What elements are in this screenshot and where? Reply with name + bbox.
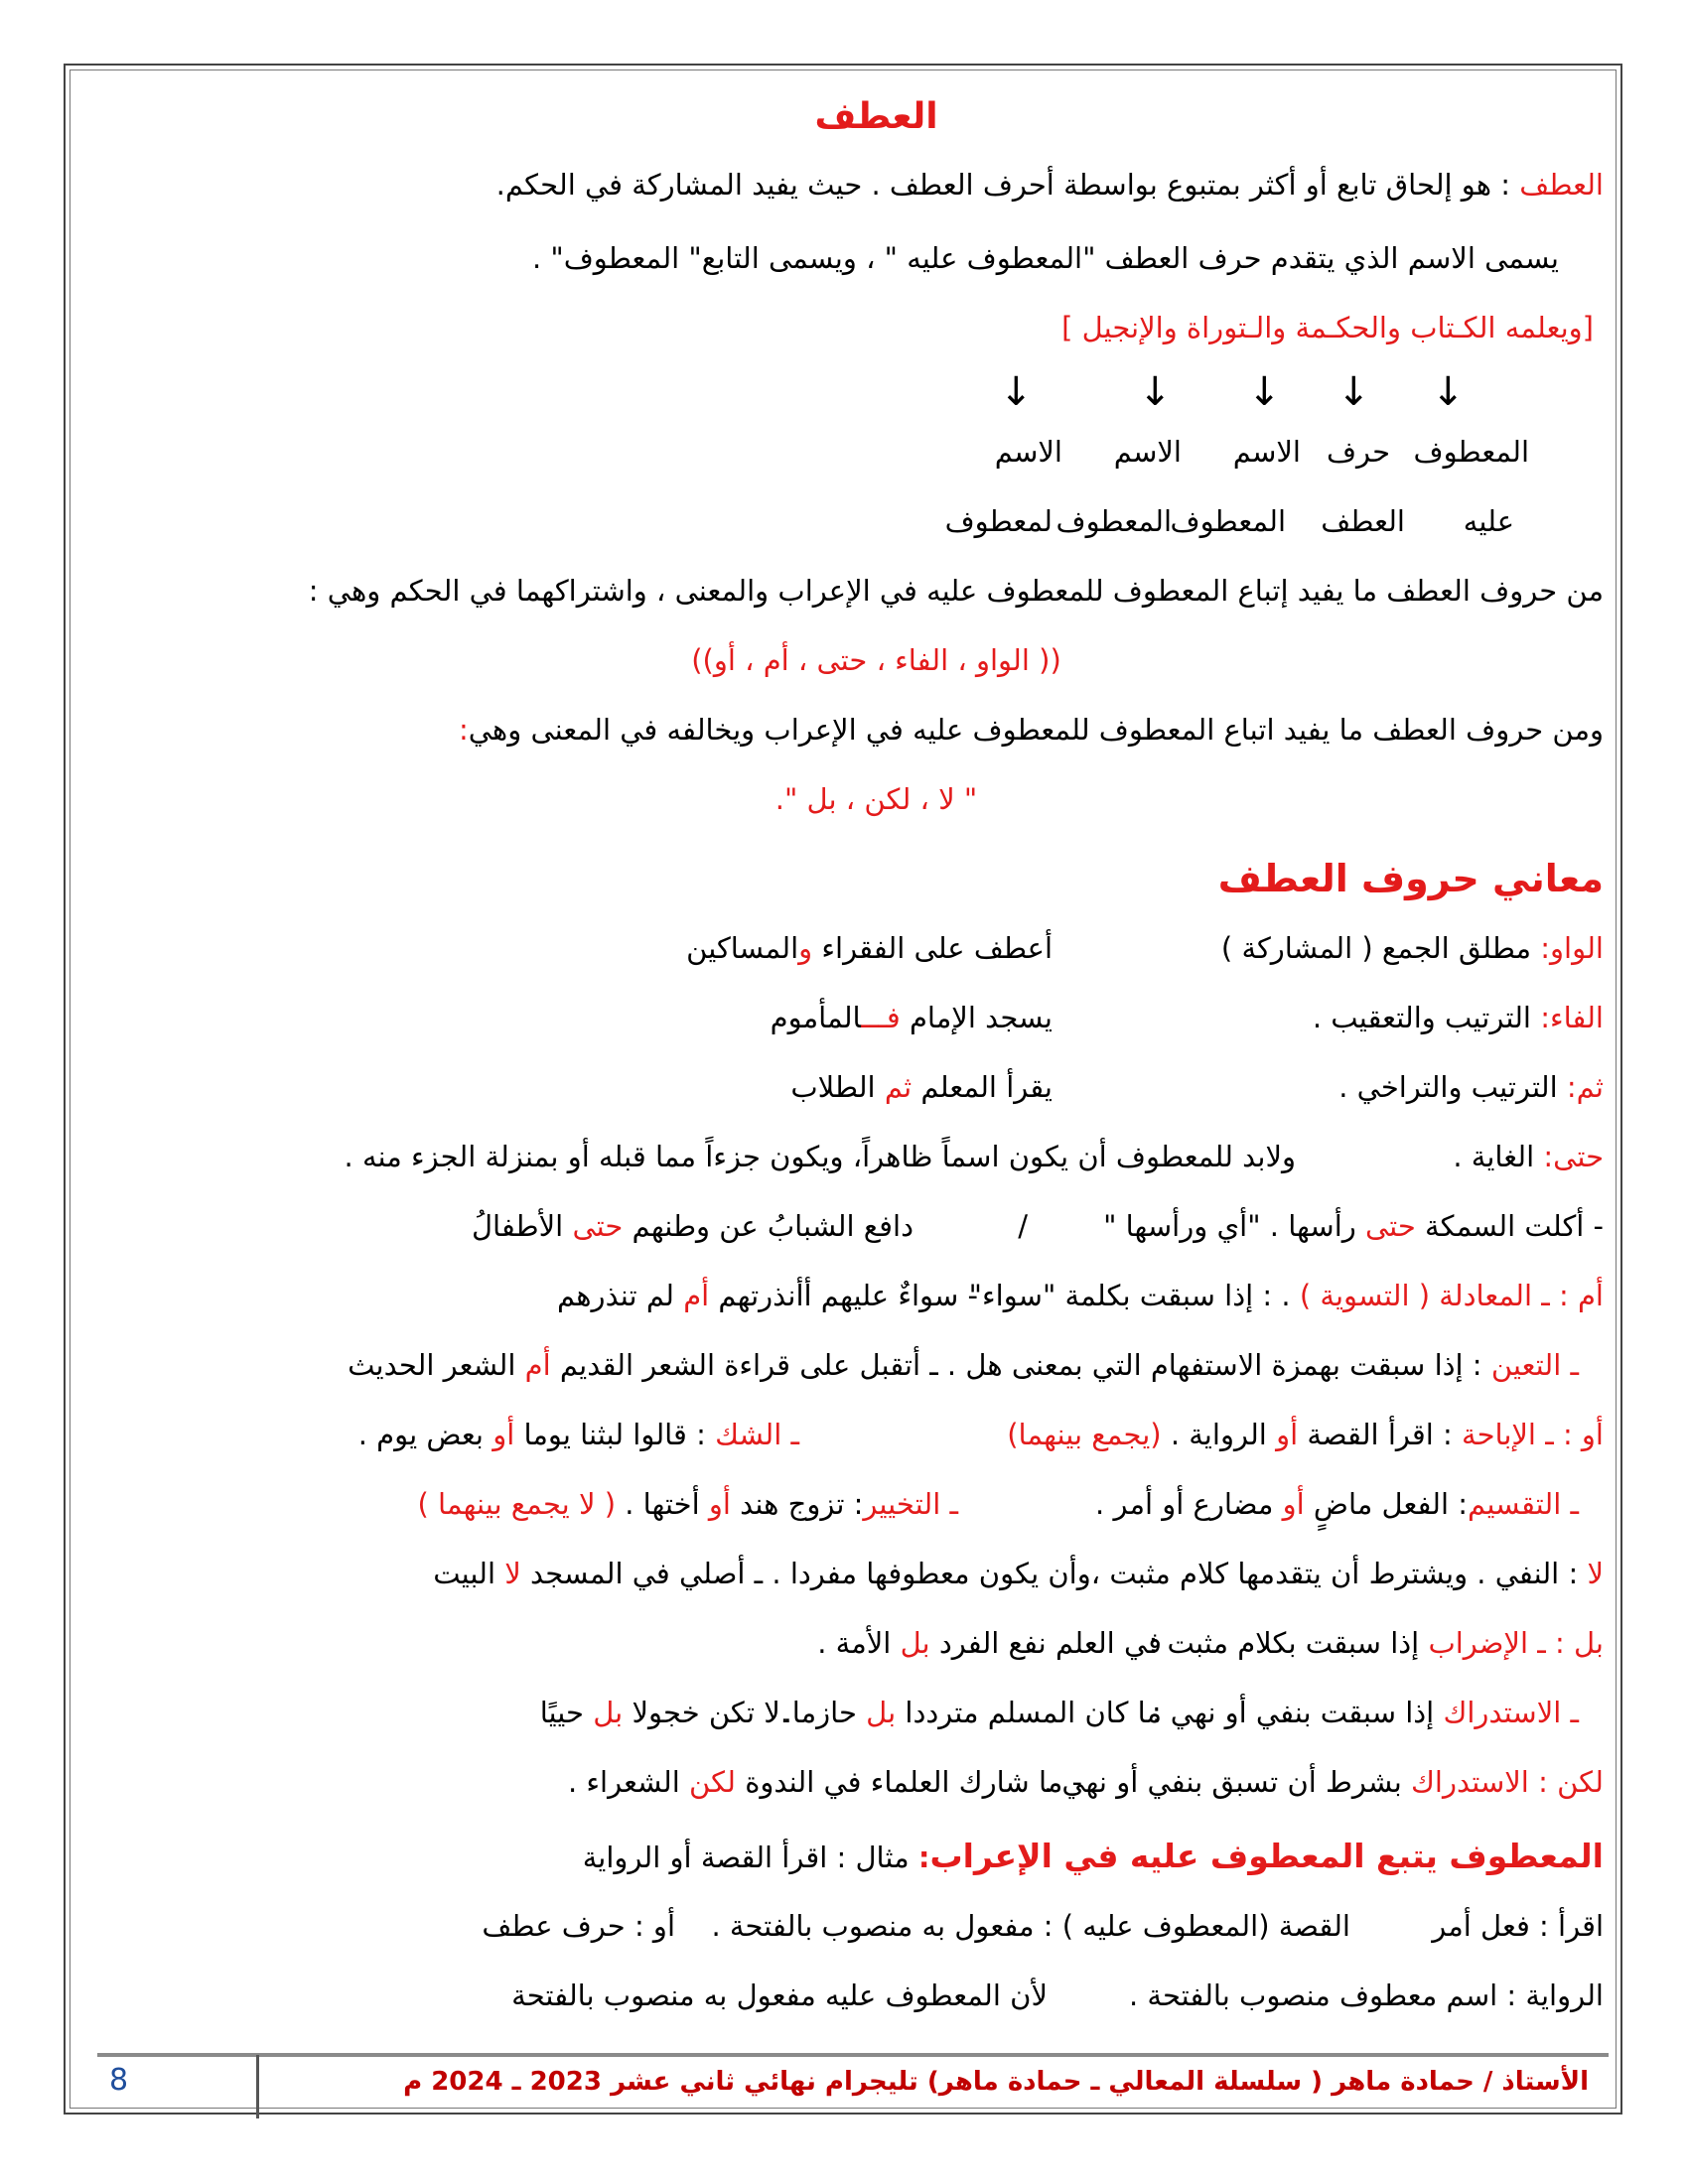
waw-meaning: مطلق الجمع ( المشاركة ) <box>1220 931 1532 965</box>
bal-label: بل : <box>1545 1626 1604 1660</box>
meanings-heading: معاني حروف العطف <box>1217 857 1604 900</box>
hatta-example-1 <box>1103 1206 1604 1246</box>
rule-example: مثال : اقرأ القصة أو الرواية <box>582 1841 918 1874</box>
thumma-label: ثم: <box>1566 1070 1604 1104</box>
bal-example-2 <box>783 1693 1162 1732</box>
example-text: : اقرأ القصة <box>1298 1418 1463 1451</box>
group1-list: (( الواو ، الفاء ، حتى ، أم ، أو)) <box>691 643 1061 677</box>
am-example-1 <box>557 1276 978 1315</box>
bal-condition-2: إذا سبقت بنفي أو نهي : <box>1151 1696 1444 1729</box>
diagram-arrows <box>149 369 1604 422</box>
rule-heading-line <box>149 1837 1604 1877</box>
aw-desc-4 <box>417 1484 958 1524</box>
example-text: حازما. <box>782 1696 867 1729</box>
arrow-down-icon: ↓ <box>1138 369 1172 415</box>
quran-verse: [ويعلمه الكـتاب والحكـمة والـتوراة والإنجيل ] <box>1061 311 1594 344</box>
definition <box>149 165 1604 205</box>
rule-colon: : <box>917 1841 930 1874</box>
faa-label: الفاء: <box>1540 1001 1604 1034</box>
example-text: يسجد الإمام <box>900 1001 1053 1034</box>
lakin-label: لكن : <box>1538 1765 1604 1799</box>
definition-text: : هو إلحاق تابع أو أكثر بمتبوع بواسطة أحرف العطف . حيث يفيد المشاركة في الحكم. <box>495 168 1520 202</box>
bal-type-2: ـ الاستدراك <box>1443 1696 1579 1729</box>
diagram-label: حرف <box>1327 435 1390 469</box>
conjunction-highlight: لا <box>504 1557 521 1590</box>
hatta-example-2 <box>472 1206 914 1246</box>
meaning-la <box>149 1554 1604 1593</box>
definition-term: العطف <box>1519 168 1604 202</box>
example-text: حييًا <box>539 1696 594 1729</box>
conjunction-highlight: بل <box>900 1626 930 1660</box>
conjunction-highlight: بل <box>593 1696 624 1729</box>
example-text: الأطفالُ <box>471 1209 573 1243</box>
example-separator: / <box>1018 1209 1028 1243</box>
conjunction-highlight: و <box>798 931 813 965</box>
diagram-label: الاسم <box>1113 435 1182 469</box>
aw-type-4: ـ التخيير <box>863 1487 958 1521</box>
lakin-condition: بشرط أن تسبق بنفي أو نهي . <box>1043 1765 1412 1799</box>
am-condition-1: . : إذا سبقت بكلمة "سواء" <box>968 1279 1300 1312</box>
waw-example <box>686 928 1053 968</box>
example-text: - أكلت السمكة <box>1415 1209 1604 1243</box>
bal-example-3 <box>540 1693 789 1732</box>
example-text: مضارع أو أمر . <box>1095 1487 1283 1521</box>
example-text: - سواءٌ عليهم أأنذرتهم <box>709 1279 978 1312</box>
diagram-label: لمعطوف <box>944 504 1053 538</box>
meaning-am-2 <box>149 1345 1604 1385</box>
group1-text: من حروف العطف ما يفيد إتباع المعطوف للمعطوف عليه في الإعراب والمعنى ، واشتراكهما في الحكم وهي : <box>308 574 1604 608</box>
aw-note-1: (يجمع بينهما) <box>1007 1418 1162 1451</box>
example-text: أعطف على الفقراء <box>812 931 1053 965</box>
example-text: أختها . <box>616 1487 709 1521</box>
conjunction-highlight: أو <box>708 1487 731 1521</box>
conjunction-highlight: لكن <box>689 1765 736 1799</box>
example-text: لم تنذرهم <box>556 1279 684 1312</box>
meaning-waw-desc <box>1221 928 1604 968</box>
example-text: ما كان المسلم مترددا <box>896 1696 1162 1729</box>
hatta-meaning: الغاية . <box>1453 1140 1544 1173</box>
parse-object: القصة (المعطوف عليه ) : مفعول به منصوب بالفتحة . <box>711 1909 1350 1943</box>
example-text: الشعر الحديث <box>348 1348 525 1382</box>
example-text: يقرأ المعلم <box>912 1070 1053 1104</box>
parse-verb: اقرأ : فعل أمر <box>1432 1909 1604 1943</box>
aw-desc-1 <box>1007 1415 1604 1454</box>
conjunction-highlight: أو <box>1276 1418 1299 1451</box>
parse-coordinated: الرواية : اسم معطوف منصوب بالفتحة . <box>1128 1979 1604 2012</box>
diagram-label: الاسم <box>1232 435 1301 469</box>
bal-desc-2 <box>1152 1693 1579 1732</box>
example-text: الأمة . <box>817 1626 901 1660</box>
la-label: لا <box>1587 1557 1604 1590</box>
example-text: : قالوا لبثنا يوما <box>514 1418 716 1451</box>
hatta-label: حتى: <box>1543 1140 1604 1173</box>
parse-conjunction: أو : حرف عطف <box>482 1909 675 1943</box>
meaning-thumma-desc <box>1338 1067 1604 1107</box>
conjunction-highlight: ثم <box>884 1070 913 1104</box>
example-text: بعض يوم . <box>357 1418 493 1451</box>
aw-desc-2 <box>358 1415 799 1454</box>
lakin-type: الاستدراك <box>1411 1765 1539 1799</box>
example-text: المأموم <box>770 1001 862 1034</box>
lakin-example <box>568 1762 1082 1802</box>
parse-reason: لأن المعطوف عليه مفعول به منصوب بالفتحة <box>511 1979 1048 2012</box>
group2-sentence: ومن حروف العطف ما يفيد اتباع المعطوف للمعطوف عليه في الإعراب ويخالفه في المعنى وهي <box>468 713 1604 747</box>
aw-label: أو : <box>1562 1418 1604 1451</box>
thumma-example <box>790 1067 1053 1107</box>
bal-example-1 <box>817 1623 1162 1663</box>
page-number: 8 <box>109 2063 129 2098</box>
rule-heading: المعطوف يتبع المعطوف عليه في الإعراب <box>929 1837 1604 1875</box>
diagram-label: المعطوف <box>1413 435 1529 469</box>
aw-type-1: ـ الإباحة <box>1462 1418 1554 1451</box>
conjunction-highlight: أو <box>492 1418 515 1451</box>
footer-divider <box>256 2055 259 2118</box>
aw-desc-3 <box>1095 1484 1579 1524</box>
conjunction-highlight: أم <box>683 1279 710 1312</box>
conjunction-highlight: حتى <box>1364 1209 1416 1243</box>
example-text: : الفعل ماضٍ <box>1304 1487 1469 1521</box>
aw-type-2: ـ الشك <box>715 1418 799 1451</box>
conjunction-highlight: أو <box>1282 1487 1305 1521</box>
group2-text <box>149 710 1604 750</box>
example-text: : تزوج هند <box>730 1487 864 1521</box>
conjunction-highlight: بل <box>866 1696 897 1729</box>
conjunction-highlight: أم <box>524 1348 551 1382</box>
thumma-meaning: الترتيب والتراخي . <box>1338 1070 1558 1104</box>
example-text: المساكين <box>686 931 799 965</box>
example-text: - ما شارك العلماء في الندوة <box>735 1765 1082 1799</box>
example-text: البيت <box>433 1557 505 1590</box>
conjunction-highlight: حتى <box>572 1209 624 1243</box>
bal-condition-1: إذا سبقت بكلام مثبت : <box>1148 1626 1429 1660</box>
faa-example <box>771 998 1053 1037</box>
example-text: الشعراء . <box>567 1765 690 1799</box>
la-meaning: : النفي . ويشترط أن يتقدمها كلام مثبت ،وأن يكون معطوفها مفردا . ـ أصلي في المسجد <box>520 1557 1588 1590</box>
example-text: الرواية . <box>1161 1418 1277 1451</box>
am-desc-1 <box>969 1276 1604 1315</box>
arrow-down-icon: ↓ <box>999 369 1033 415</box>
meaning-hatta-desc <box>1453 1137 1604 1176</box>
diagram-label: عليه <box>1463 504 1514 538</box>
footer-text: الأستاذ / حمادة ماهر ( سلسلة المعالي ـ حمادة ماهر) تليجرام نهائي ثاني عشر 2023 ـ 2024 م <box>403 2067 1589 2097</box>
arrow-down-icon: ↓ <box>1336 369 1370 415</box>
waw-label: الواو: <box>1540 931 1604 965</box>
am-type-2: ـ التعين <box>1490 1348 1579 1382</box>
aw-type-3: ـ التقسيم <box>1468 1487 1579 1521</box>
conjunction-highlight: فـــ <box>861 1001 901 1034</box>
diagram-label: العطف <box>1321 504 1405 538</box>
footer-rule <box>97 2053 1609 2057</box>
example-text: .لا تكن خجولا <box>623 1696 789 1729</box>
bal-type-1: ـ الإضراب <box>1428 1626 1546 1660</box>
group2-colon: : <box>458 713 469 747</box>
example-text: رأسها . "أي ورأسها " <box>1103 1209 1365 1243</box>
am-label: أم : <box>1558 1279 1604 1312</box>
example-text: في العلم نفع الفرد <box>929 1626 1162 1660</box>
am-condition-2: : إذا سبقت بهمزة الاستفهام التي بمعنى هل . ـ أتقبل على قراءة الشعر القديم <box>550 1348 1491 1382</box>
arrow-down-icon: ↓ <box>1247 369 1281 415</box>
arrow-down-icon: ↓ <box>1431 369 1465 415</box>
lakin-desc <box>1044 1762 1604 1802</box>
example-text: دافع الشبابُ عن وطنهم <box>623 1209 914 1243</box>
faa-meaning: الترتيب والتعقيب . <box>1312 1001 1531 1034</box>
diagram-label: المعطوف <box>1170 504 1286 538</box>
diagram-label: الاسم <box>994 435 1062 469</box>
am-type-1: ـ المعادلة ( التسوية ) <box>1299 1279 1550 1312</box>
naming-rule: يسمى الاسم الذي يتقدم حرف العطف "المعطوف عليه " ، ويسمى التابع" المعطوف" . <box>531 241 1559 275</box>
hatta-condition: ولابد للمعطوف أن يكون اسماً ظاهراً، ويكون جزءاً مما قبله أو بمنزلة الجزء منه . <box>344 1140 1296 1173</box>
aw-note-2: ( لا يجمع بينهما ) <box>417 1487 617 1521</box>
group2-list: " لا ، لكن ، بل ". <box>774 782 978 816</box>
page-title: العطف <box>814 96 938 137</box>
diagram-label: المعطوف <box>1055 504 1172 538</box>
example-text: الطلاب <box>790 1070 885 1104</box>
bal-desc-1 <box>1149 1623 1605 1663</box>
meaning-faa-desc <box>1313 998 1604 1037</box>
